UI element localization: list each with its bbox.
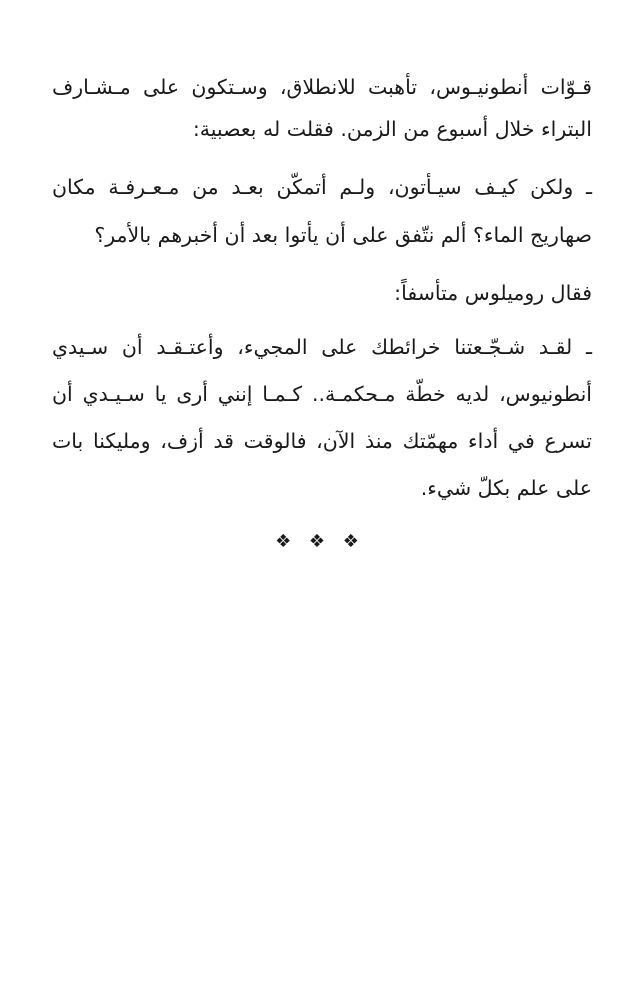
paragraph-2-line-1: ـ ولكن كيـف سيـأتون، ولـم أتمكّن بعـد من مـعـرفـة مكان — [52, 175, 592, 199]
paragraph-4-line-3: تسرع في أداء مهمّتك منذ الآن، فالوقت قد أزف، ومليكنا بات — [52, 429, 592, 453]
paragraph-4-line-4: على علم بكلّ شيء. — [420, 476, 592, 500]
paragraph-4-line-1: ـ لقـد شـجّـعتنا خرائطك على المجيء، وأعتـقـد أن سـيدي — [52, 335, 592, 359]
section-divider-ornament: ❖ ❖ ❖ — [275, 531, 365, 552]
paragraph-2-line-2: صهاريج الماء؟ ألم نتّفق على أن يأتوا بعد أن أخبرهم بالأمر؟ — [94, 223, 592, 247]
paragraph-1-line-1: قـوّات أنطونيـوس، تأهبت للانطلاق، وسـتكون على مـشـارف — [52, 75, 592, 99]
paragraph-3-line-1: فقال روميلوس متأسفاً: — [394, 281, 592, 305]
paragraph-4-line-2: أنطونيوس، لديه خطّة مـحكمـة.. كـمـا إنني أرى يا سـيـدي أن — [52, 382, 592, 406]
paragraph-1-line-2: البتراء خلال أسبوع من الزمن. فقلت له بعصبية: — [192, 117, 592, 141]
